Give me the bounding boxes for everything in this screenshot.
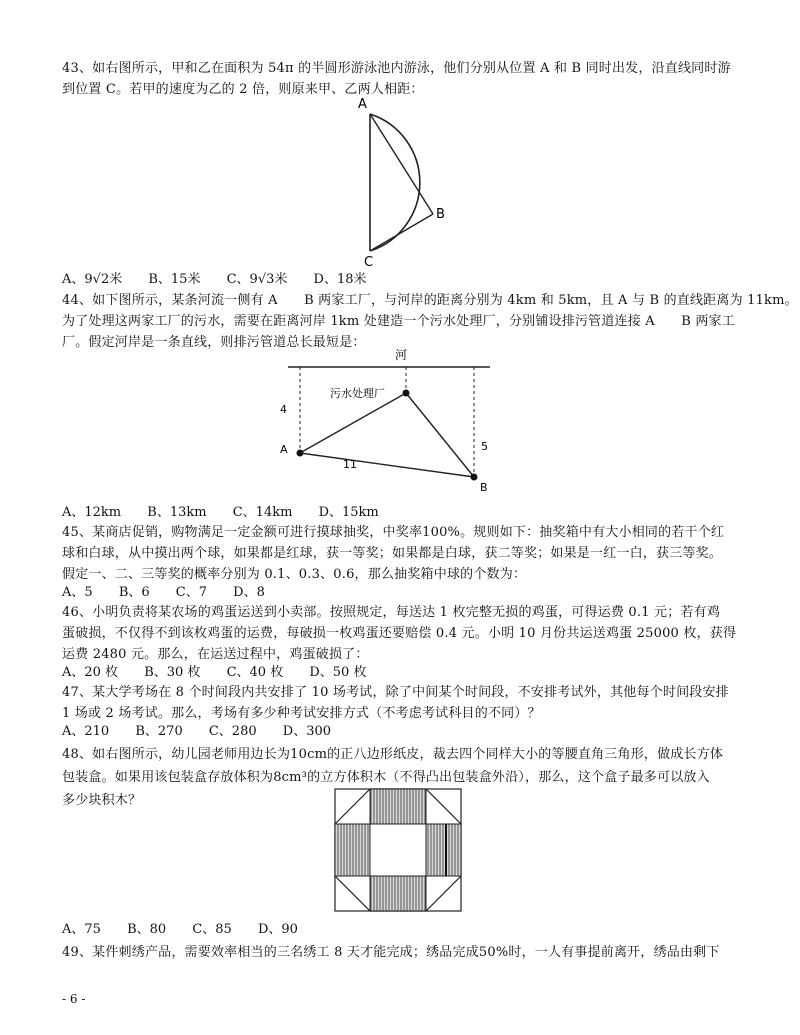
q46-option-c: C、40 枚 [226, 665, 284, 680]
label-b: B [480, 481, 488, 494]
distance-5-label: 5 [481, 440, 488, 453]
q43-option-c: C、9√3米 [226, 272, 288, 287]
panel-left [335, 824, 370, 876]
q44-option-a: A、12km [62, 505, 122, 520]
q47-options [62, 722, 353, 742]
q43-semicircle-figure [350, 96, 460, 271]
point-b [471, 474, 478, 481]
q47-option-b: B、270 [135, 724, 183, 739]
q46-option-a: A、20 枚 [62, 665, 119, 680]
label-c: C [364, 255, 374, 270]
plant-label: 污水处理厂 [330, 387, 385, 400]
q47-text-line-2: 1 场或 2 场考试。那么，考场有多少种考试安排方式（不考虑考试科目的不同）？ [62, 706, 541, 721]
q48-option-d: D、90 [257, 922, 298, 937]
q48-text-line-3: 多少块积木？ [62, 793, 142, 808]
distance-4-label: 4 [280, 403, 287, 416]
q45-option-a: A、5 [62, 585, 93, 600]
q48-text-line-1: 48、如右图所示，幼儿园老师用边长为10cm的正八边形纸皮，裁去四个同样大小的等腰直角三角形，做成长方体 [62, 747, 724, 762]
q44-text-line-2: 为了处理这两家工厂的污水，需要在距离河岸 1km 处建造一个污水处理厂，分别铺设排污管道连接 A B 两家工 [62, 314, 735, 329]
q48-option-a: A、75 [62, 922, 101, 937]
q48-octagon-box-figure [334, 788, 464, 914]
q43-option-d: D、18米 [313, 272, 367, 287]
point-plant [403, 390, 410, 397]
q45-option-b: B、6 [118, 585, 150, 600]
segment-ab [370, 114, 433, 214]
segment-plant-b [406, 393, 474, 477]
label-a: A [358, 97, 367, 112]
segment-bc [370, 214, 433, 251]
q47-option-c: C、280 [208, 724, 257, 739]
q47-text-line-1: 47、某大学考场在 8 个时间段内共安排了 10 场考试，除了中间某个时间段，不安排考试外，其他每个时间段安排 [62, 685, 729, 700]
panel-bottom [370, 876, 426, 911]
q48-option-c: C、85 [192, 922, 232, 937]
label-b: B [436, 207, 445, 222]
page-number: - 6 - [62, 992, 86, 1006]
q46-options [62, 663, 388, 683]
q43-text-line-1: 43、如右图所示，甲和乙在面积为 54π 的半圆形游泳池内游泳，他们分别从位置 A 和 B 同时出发，沿直线同时游 [62, 61, 731, 76]
q44-option-b: B、13km [147, 505, 207, 520]
q46-option-d: D、50 枚 [309, 665, 367, 680]
q45-text-line-2: 球和白球，从中摸出两个球，如果都是红球，获一等奖；如果都是白球，获二等奖；如果是一红一白，获三等奖。 [62, 546, 723, 561]
q47-option-a: A、210 [62, 724, 110, 739]
q48-text-line-2: 包装盒。如果用该包装盒存放体积为8cm³的立方体积木（不得凸出包装盒外沿），那么，这个盒子最多可以放入 [62, 770, 710, 785]
q44-text-line-1: 44、如下图所示，某条河流一侧有 A B 两家工厂，与河岸的距离分别为 4km 和 5km，且 A 与 B 的直线距离为 11km。 [62, 293, 798, 308]
box-base [370, 824, 426, 876]
q46-text-line-3: 运费 2480 元。那么，在运送过程中，鸡蛋破损了： [62, 647, 369, 662]
point-a [297, 450, 304, 457]
q43-option-b: B、15米 [148, 272, 201, 287]
panel-right [426, 824, 461, 876]
q45-options [62, 583, 287, 603]
river-label: 河 [395, 348, 408, 362]
q45-option-c: C、7 [175, 585, 207, 600]
q48-option-b: B、80 [127, 922, 167, 937]
q46-option-b: B、30 枚 [144, 665, 201, 680]
q43-text-line-2: 到位置 C。若甲的速度为乙的 2 倍，则原来甲、乙两人相距： [62, 82, 424, 97]
q46-text-line-1: 46、小明负责将某农场的鸡蛋运送到小卖部。按照规定，每送达 1 枚完整无损的鸡蛋，可得运费 0.1 元；若有鸡 [62, 605, 721, 620]
q47-option-d: D、300 [282, 724, 332, 739]
label-a: A [280, 443, 288, 456]
q44-options [62, 503, 401, 523]
q48-options [62, 920, 320, 940]
q43-options [62, 270, 389, 290]
q49-text-line-1: 49、某件刺绣产品，需要效率相当的三名绣工 8 天才能完成；绣品完成50%时，一人有事提前离开，绣品由剩下 [62, 945, 720, 960]
q45-text-line-1: 45、某商店促销，购物满足一定金额可进行摸球抽奖，中奖率100%。规则如下：抽奖箱中有大小相同的若干个红 [62, 525, 725, 540]
distance-11-label: 11 [343, 458, 357, 471]
q44-text-line-3: 厂。假定河岸是一条直线，则排污管道总长最短是： [62, 335, 366, 350]
segment-a-b [300, 453, 474, 477]
q45-option-d: D、8 [233, 585, 265, 600]
q44-river-figure [278, 345, 498, 495]
segment-a-plant [300, 393, 406, 453]
panel-top [370, 789, 426, 824]
q45-text-line-3: 假定一、二、三等奖的概率分别为 0.1、0.3、0.6，那么抽奖箱中球的个数为： [62, 567, 527, 582]
q46-text-line-2: 蛋破损，不仅得不到该枚鸡蛋的运费，每破损一枚鸡蛋还要赔偿 0.4 元。小明 10 月份共运送鸡蛋 25000 枚，获得 [62, 626, 737, 641]
q44-option-c: C、14km [232, 505, 293, 520]
q44-option-d: D、15km [318, 505, 379, 520]
q43-option-a: A、9√2米 [62, 272, 123, 287]
